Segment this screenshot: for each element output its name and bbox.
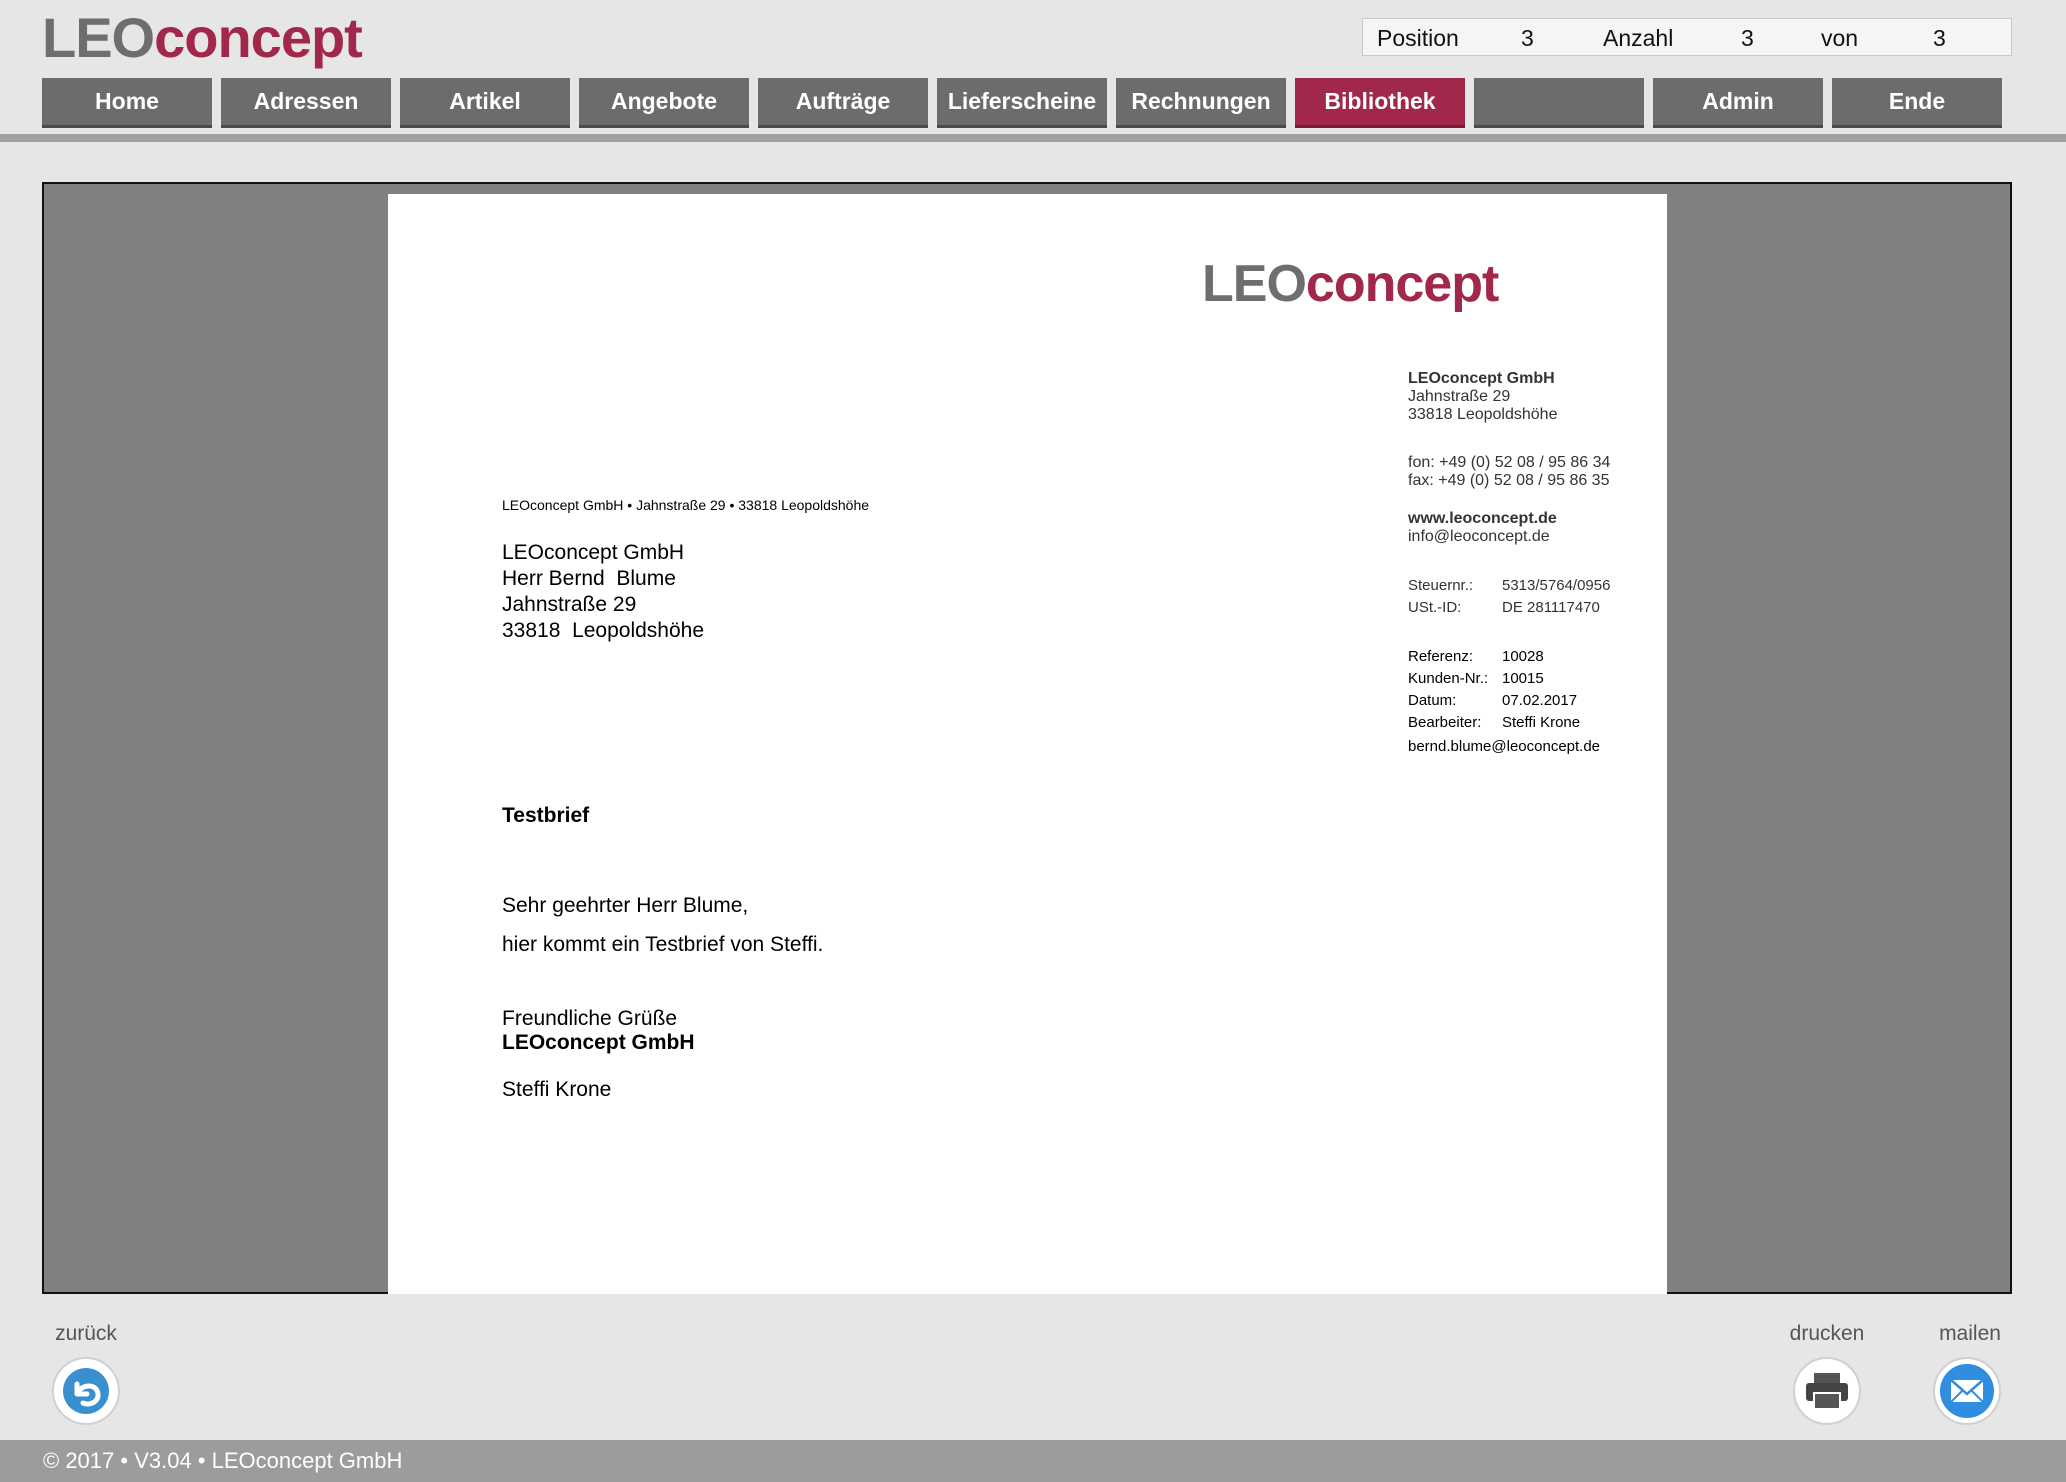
mail-button[interactable]: [1933, 1357, 2001, 1425]
company-block: [1408, 370, 1557, 424]
meta-row: Referenz: 10028: [1408, 648, 1544, 665]
letter-closing-company: LEOconcept GmbH: [502, 1031, 695, 1054]
von-label: von: [1821, 25, 1859, 51]
nav-tab-auftraege[interactable]: Aufträge: [758, 78, 928, 128]
footer-bar: [0, 1440, 2066, 1482]
letter-closing: Freundliche Grüße: [502, 1007, 678, 1030]
recipient-line: Jahnstraße 29: [502, 593, 637, 616]
record-position-box: [1362, 18, 2012, 56]
nav-tab-rechnungen[interactable]: Rechnungen: [1116, 78, 1286, 128]
print-label: drucken: [1789, 1322, 1865, 1345]
envelope-icon: [1939, 1363, 1995, 1419]
doc-logo-part-concept: concept: [1305, 255, 1499, 313]
anzahl-label: Anzahl: [1603, 25, 1674, 51]
nav-tab-bibliothek[interactable]: Bibliothek: [1295, 78, 1465, 128]
document-viewer[interactable]: [42, 182, 2012, 1294]
nav-tab-adressen[interactable]: Adressen: [221, 78, 391, 128]
nav-tab-artikel[interactable]: Artikel: [400, 78, 570, 128]
letter-signature: Steffi Krone: [502, 1078, 612, 1101]
back-button[interactable]: [52, 1357, 120, 1425]
recipient-line: LEOconcept GmbH: [502, 541, 685, 564]
nav-tab-home[interactable]: Home: [42, 78, 212, 128]
meta-row: Kunden-Nr.: 10015: [1408, 670, 1544, 687]
doc-logo-part-leo: LEO: [1202, 255, 1306, 313]
company-email: info@leoconcept.de: [1408, 528, 1550, 545]
web-block: [1408, 510, 1557, 546]
letter-subject: Testbrief: [502, 804, 590, 827]
anzahl-value: 3: [1741, 25, 1754, 51]
company-name: LEOconcept GmbH: [1408, 370, 1555, 387]
print-button[interactable]: [1793, 1357, 1861, 1425]
contact-block: [1408, 454, 1610, 490]
document-logo: [1202, 255, 1499, 313]
company-web: www.leoconcept.de: [1408, 510, 1557, 527]
nav-tab-angebote[interactable]: Angebote: [579, 78, 749, 128]
recipient-line: 33818 Leopoldshöhe: [502, 619, 705, 642]
company-street: Jahnstraße 29: [1408, 388, 1511, 405]
company-fax: fax: +49 (0) 52 08 / 95 86 35: [1408, 472, 1610, 489]
meta-row: Datum: 07.02.2017: [1408, 692, 1578, 709]
company-city: 33818 Leopoldshöhe: [1408, 406, 1558, 423]
printer-icon: [1804, 1371, 1850, 1411]
position-label: Position: [1377, 25, 1459, 51]
main-nav: [42, 78, 2012, 128]
recipient-line: Herr Bernd Blume: [502, 567, 676, 590]
sender-line: LEOconcept GmbH • Jahnstraße 29 • 33818 Leopoldshöhe: [502, 497, 870, 513]
letter-body: hier kommt ein Testbrief von Steffi.: [502, 933, 824, 956]
meta-row: Bearbeiter: Steffi Krone: [1408, 714, 1581, 731]
back-label: zurück: [55, 1322, 117, 1345]
von-value: 3: [1933, 25, 1946, 51]
footer-copyright: © 2017 • V3.04 • LEOconcept GmbH: [43, 1448, 403, 1473]
nav-divider: [0, 134, 2066, 142]
tax-row: Steuernr.: 5313/5764/0956: [1408, 577, 1611, 594]
logo-part-leo: LEO: [42, 6, 155, 69]
tax-block: [1408, 575, 1610, 619]
nav-tab-lieferscheine[interactable]: Lieferscheine: [937, 78, 1107, 128]
letter-salutation: Sehr geehrter Herr Blume,: [502, 894, 749, 917]
recipient-address: [502, 540, 704, 644]
tax-row: USt.-ID: DE 281117470: [1408, 599, 1600, 616]
undo-arrow-icon: [61, 1366, 111, 1416]
nav-tab-empty[interactable]: [1474, 78, 1644, 128]
nav-tab-admin[interactable]: Admin: [1653, 78, 1823, 128]
mail-label: mailen: [1939, 1322, 2001, 1345]
app-logo: [42, 6, 362, 69]
editor-email: bernd.blume@leoconcept.de: [1408, 738, 1601, 755]
position-value: 3: [1521, 25, 1534, 51]
document-page: [388, 194, 1667, 1294]
company-fon: fon: +49 (0) 52 08 / 95 86 34: [1408, 454, 1611, 471]
nav-tab-ende[interactable]: Ende: [1832, 78, 2002, 128]
meta-block: [1408, 646, 1600, 758]
logo-part-concept: concept: [154, 6, 362, 69]
